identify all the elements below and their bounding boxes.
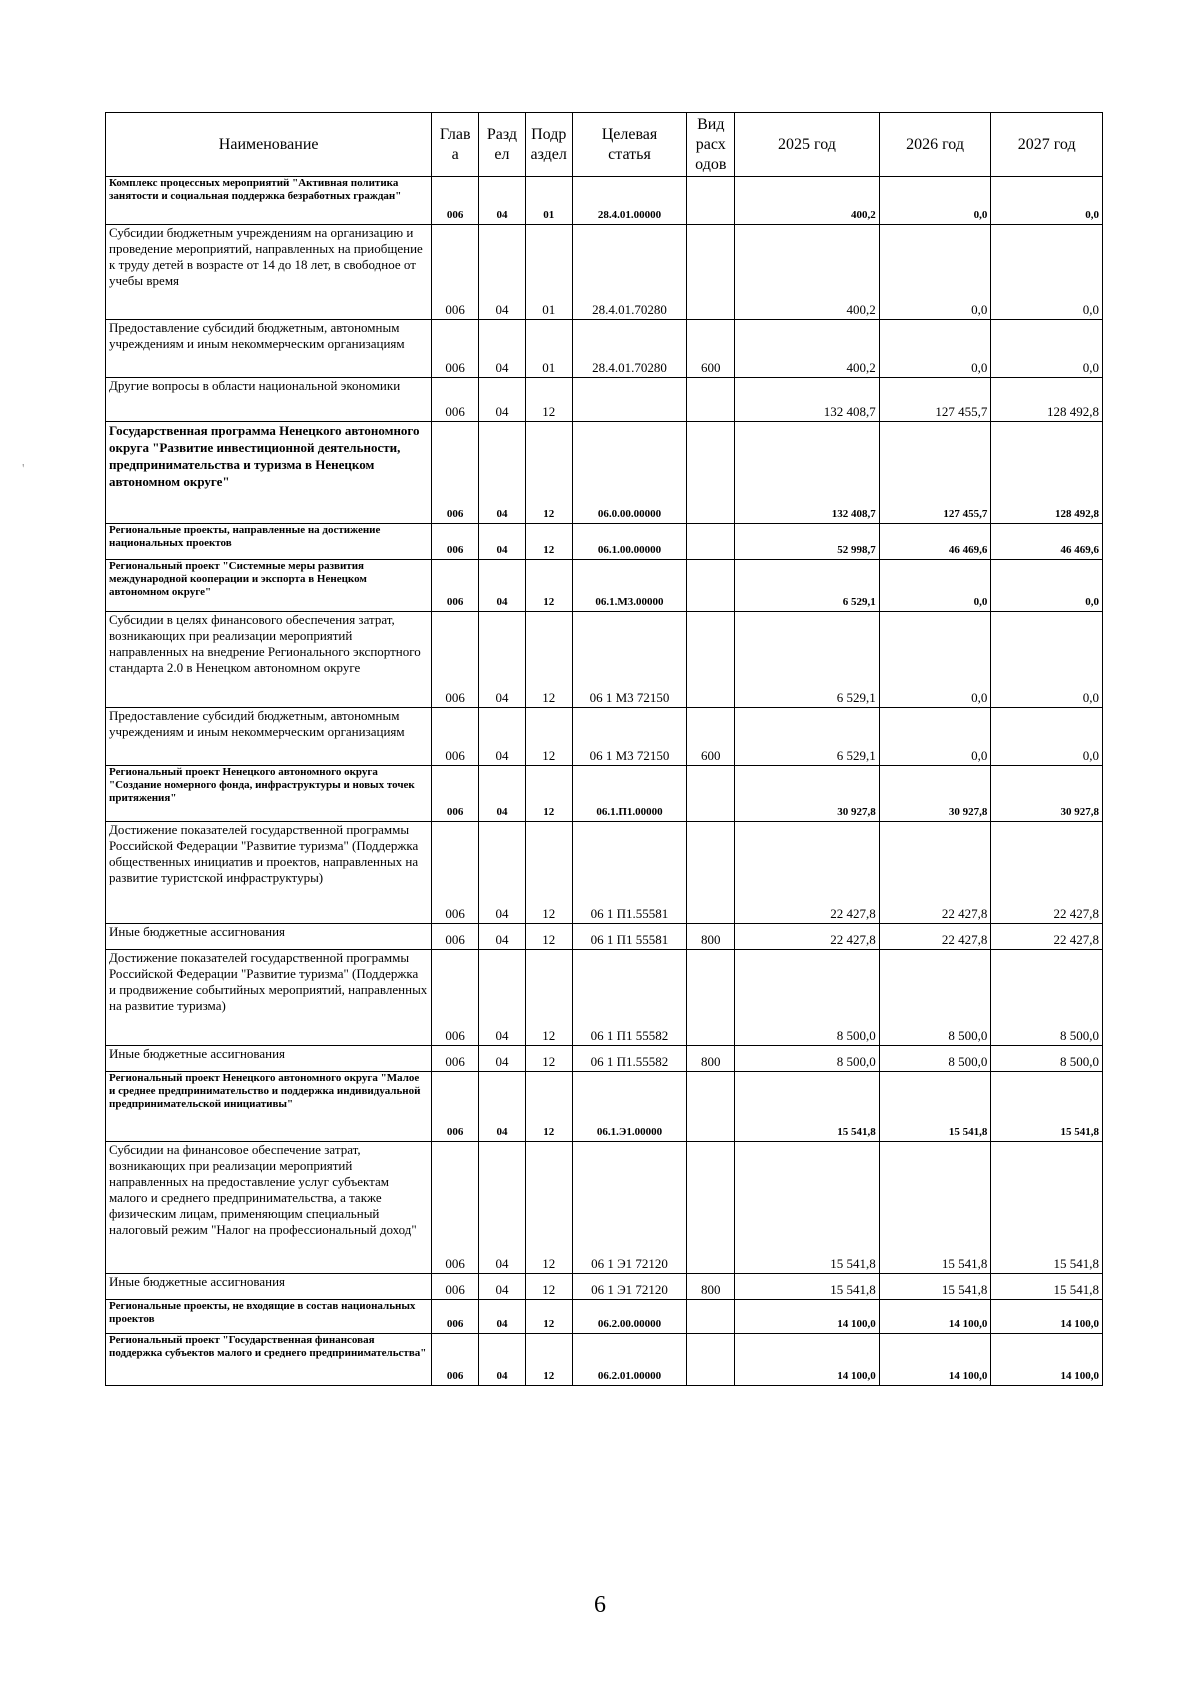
header-target: Целевая статья bbox=[572, 113, 687, 177]
cell-target: 28.4.01.00000 bbox=[572, 177, 687, 225]
cell-vid bbox=[687, 766, 735, 822]
cell-razdel: 04 bbox=[479, 422, 526, 524]
cell-target: 06 1 Э1 72120 bbox=[572, 1142, 687, 1274]
cell-y2026: 14 100,0 bbox=[879, 1300, 991, 1334]
table-row bbox=[106, 950, 1103, 1046]
cell-y2027: 0,0 bbox=[991, 177, 1103, 225]
cell-y2026: 0,0 bbox=[879, 612, 991, 708]
cell-target: 06.1.Э1.00000 bbox=[572, 1072, 687, 1142]
cell-y2026: 30 927,8 bbox=[879, 766, 991, 822]
cell-vid bbox=[687, 560, 735, 612]
header-glava: Глав а bbox=[432, 113, 479, 177]
cell-podrazdel: 12 bbox=[525, 766, 572, 822]
cell-y2026: 14 100,0 bbox=[879, 1334, 991, 1386]
cell-name: Региональный проект "Системные меры развития международной кооперации и экспорта в Ненецком автономном округе" bbox=[106, 560, 432, 612]
cell-vid bbox=[687, 1300, 735, 1334]
cell-target: 06.2.00.00000 bbox=[572, 1300, 687, 1334]
table-row bbox=[106, 524, 1103, 560]
cell-podrazdel: 12 bbox=[525, 822, 572, 924]
table-row bbox=[106, 1300, 1103, 1334]
cell-podrazdel: 12 bbox=[525, 1274, 572, 1300]
cell-razdel: 04 bbox=[479, 612, 526, 708]
cell-name: Иные бюджетные ассигнования bbox=[106, 924, 432, 950]
cell-razdel: 04 bbox=[479, 1046, 526, 1072]
cell-vid: 800 bbox=[687, 1046, 735, 1072]
cell-name: Региональные проекты, направленные на достижение национальных проектов bbox=[106, 524, 432, 560]
cell-y2025: 6 529,1 bbox=[735, 560, 880, 612]
cell-y2026: 0,0 bbox=[879, 708, 991, 766]
cell-razdel: 04 bbox=[479, 378, 526, 422]
cell-y2025: 132 408,7 bbox=[735, 422, 880, 524]
cell-vid: 600 bbox=[687, 708, 735, 766]
cell-y2025: 14 100,0 bbox=[735, 1300, 880, 1334]
cell-glava: 006 bbox=[432, 1300, 479, 1334]
cell-y2026: 15 541,8 bbox=[879, 1072, 991, 1142]
cell-name: Достижение показателей государственной программы Российской Федерации "Развитие туризма" (Поддержка и продвижение событийных мероприятий, направленных на развитие туризма) bbox=[106, 950, 432, 1046]
cell-y2025: 15 541,8 bbox=[735, 1142, 880, 1274]
cell-glava: 006 bbox=[432, 822, 479, 924]
cell-y2027: 0,0 bbox=[991, 708, 1103, 766]
cell-name: Государственная программа Ненецкого автономного округа "Развитие инвестиционной деятельности, предпринимательства и туризма в Ненецком автономном округе" bbox=[106, 422, 432, 524]
cell-glava: 006 bbox=[432, 612, 479, 708]
cell-glava: 006 bbox=[432, 320, 479, 378]
cell-podrazdel: 12 bbox=[525, 378, 572, 422]
cell-y2027: 15 541,8 bbox=[991, 1274, 1103, 1300]
cell-podrazdel: 12 bbox=[525, 1334, 572, 1386]
cell-y2027: 30 927,8 bbox=[991, 766, 1103, 822]
table-row bbox=[106, 708, 1103, 766]
table-row bbox=[106, 320, 1103, 378]
cell-vid bbox=[687, 1072, 735, 1142]
cell-vid: 800 bbox=[687, 1274, 735, 1300]
cell-name: Комплекс процессных мероприятий "Активная политика занятости и социальная поддержка безработных граждан" bbox=[106, 177, 432, 225]
cell-target: 06.1.М3.00000 bbox=[572, 560, 687, 612]
cell-name: Субсидии в целях финансового обеспечения затрат, возникающих при реализации мероприятий направленных на внедрение Регионального экспортного стандарта 2.0 в Ненецком автономном округе bbox=[106, 612, 432, 708]
cell-y2026: 0,0 bbox=[879, 560, 991, 612]
cell-name: Иные бюджетные ассигнования bbox=[106, 1046, 432, 1072]
cell-podrazdel: 12 bbox=[525, 950, 572, 1046]
table-row bbox=[106, 822, 1103, 924]
cell-y2027: 128 492,8 bbox=[991, 422, 1103, 524]
cell-y2025: 8 500,0 bbox=[735, 950, 880, 1046]
cell-target: 06 1 П1.55581 bbox=[572, 822, 687, 924]
cell-glava: 006 bbox=[432, 422, 479, 524]
cell-y2025: 6 529,1 bbox=[735, 708, 880, 766]
cell-target: 28.4.01.70280 bbox=[572, 320, 687, 378]
scan-mark: ' bbox=[22, 462, 25, 477]
cell-y2027: 128 492,8 bbox=[991, 378, 1103, 422]
cell-name: Региональный проект "Государственная финансовая поддержка субъектов малого и среднего предпринимательства" bbox=[106, 1334, 432, 1386]
cell-y2025: 15 541,8 bbox=[735, 1274, 880, 1300]
cell-y2026: 22 427,8 bbox=[879, 924, 991, 950]
cell-razdel: 04 bbox=[479, 924, 526, 950]
cell-y2026: 0,0 bbox=[879, 225, 991, 320]
cell-glava: 006 bbox=[432, 225, 479, 320]
cell-name: Региональный проект Ненецкого автономного округа "Создание номерного фонда, инфраструктуры и новых точек притяжения" bbox=[106, 766, 432, 822]
cell-y2025: 400,2 bbox=[735, 320, 880, 378]
cell-target bbox=[572, 378, 687, 422]
cell-y2025: 14 100,0 bbox=[735, 1334, 880, 1386]
cell-target: 06 1 Э1 72120 bbox=[572, 1274, 687, 1300]
cell-razdel: 04 bbox=[479, 320, 526, 378]
cell-razdel: 04 bbox=[479, 225, 526, 320]
cell-name: Предоставление субсидий бюджетным, автономным учреждениям и иным некоммерческим организациям bbox=[106, 320, 432, 378]
cell-glava: 006 bbox=[432, 177, 479, 225]
cell-y2027: 14 100,0 bbox=[991, 1334, 1103, 1386]
cell-target: 06 1 М3 72150 bbox=[572, 708, 687, 766]
cell-name: Предоставление субсидий бюджетным, автономным учреждениям и иным некоммерческим организациям bbox=[106, 708, 432, 766]
table-header-row bbox=[106, 113, 1103, 177]
table-row bbox=[106, 1142, 1103, 1274]
cell-razdel: 04 bbox=[479, 1334, 526, 1386]
table-row bbox=[106, 560, 1103, 612]
table-row bbox=[106, 1072, 1103, 1142]
table-row bbox=[106, 1274, 1103, 1300]
cell-target: 06 1 П1.55582 bbox=[572, 1046, 687, 1072]
cell-razdel: 04 bbox=[479, 177, 526, 225]
cell-name: Региональные проекты, не входящие в состав национальных проектов bbox=[106, 1300, 432, 1334]
cell-vid bbox=[687, 177, 735, 225]
header-razdel: Разд ел bbox=[479, 113, 526, 177]
cell-y2026: 0,0 bbox=[879, 320, 991, 378]
cell-target: 28.4.01.70280 bbox=[572, 225, 687, 320]
cell-y2027: 8 500,0 bbox=[991, 1046, 1103, 1072]
cell-razdel: 04 bbox=[479, 1300, 526, 1334]
cell-y2026: 15 541,8 bbox=[879, 1142, 991, 1274]
cell-glava: 006 bbox=[432, 1046, 479, 1072]
header-2027: 2027 год bbox=[991, 113, 1103, 177]
cell-podrazdel: 12 bbox=[525, 708, 572, 766]
cell-y2027: 0,0 bbox=[991, 225, 1103, 320]
cell-podrazdel: 12 bbox=[525, 422, 572, 524]
cell-target: 06.2.01.00000 bbox=[572, 1334, 687, 1386]
cell-target: 06 1 П1 55582 bbox=[572, 950, 687, 1046]
cell-vid: 600 bbox=[687, 320, 735, 378]
cell-glava: 006 bbox=[432, 1142, 479, 1274]
header-vid: Вид расх одов bbox=[687, 113, 735, 177]
cell-vid bbox=[687, 1142, 735, 1274]
cell-podrazdel: 01 bbox=[525, 177, 572, 225]
cell-vid bbox=[687, 225, 735, 320]
cell-y2027: 22 427,8 bbox=[991, 822, 1103, 924]
cell-glava: 006 bbox=[432, 524, 479, 560]
header-2026: 2026 год bbox=[879, 113, 991, 177]
cell-y2025: 132 408,7 bbox=[735, 378, 880, 422]
cell-y2026: 127 455,7 bbox=[879, 422, 991, 524]
cell-target: 06.1.П1.00000 bbox=[572, 766, 687, 822]
cell-razdel: 04 bbox=[479, 708, 526, 766]
cell-name: Достижение показателей государственной программы Российской Федерации "Развитие туризма" (Поддержка общественных инициатив и проектов, направленных на развитие туристской инфраструктуры) bbox=[106, 822, 432, 924]
cell-y2027: 14 100,0 bbox=[991, 1300, 1103, 1334]
cell-razdel: 04 bbox=[479, 950, 526, 1046]
table-body bbox=[106, 177, 1103, 1386]
cell-y2027: 22 427,8 bbox=[991, 924, 1103, 950]
cell-vid bbox=[687, 524, 735, 560]
cell-podrazdel: 12 bbox=[525, 560, 572, 612]
cell-glava: 006 bbox=[432, 378, 479, 422]
cell-y2027: 8 500,0 bbox=[991, 950, 1103, 1046]
cell-podrazdel: 12 bbox=[525, 1046, 572, 1072]
table-row bbox=[106, 924, 1103, 950]
cell-razdel: 04 bbox=[479, 1274, 526, 1300]
cell-vid bbox=[687, 950, 735, 1046]
cell-target: 06.0.00.00000 bbox=[572, 422, 687, 524]
cell-glava: 006 bbox=[432, 766, 479, 822]
cell-podrazdel: 12 bbox=[525, 1300, 572, 1334]
cell-glava: 006 bbox=[432, 708, 479, 766]
cell-y2025: 15 541,8 bbox=[735, 1072, 880, 1142]
cell-target: 06.1.00.00000 bbox=[572, 524, 687, 560]
header-name: Наименование bbox=[106, 113, 432, 177]
header-podrazdel: Подр аздел bbox=[525, 113, 572, 177]
cell-y2027: 0,0 bbox=[991, 320, 1103, 378]
cell-name: Субсидии бюджетным учреждениям на организацию и проведение мероприятий, направленных на приобщение к труду детей в возрасте от 14 до 18 лет, в свободное от учебы время bbox=[106, 225, 432, 320]
cell-target: 06 1 М3 72150 bbox=[572, 612, 687, 708]
cell-podrazdel: 12 bbox=[525, 524, 572, 560]
cell-vid bbox=[687, 612, 735, 708]
cell-y2026: 0,0 bbox=[879, 177, 991, 225]
cell-vid bbox=[687, 378, 735, 422]
cell-y2026: 127 455,7 bbox=[879, 378, 991, 422]
cell-razdel: 04 bbox=[479, 1072, 526, 1142]
cell-podrazdel: 01 bbox=[525, 320, 572, 378]
cell-podrazdel: 12 bbox=[525, 1072, 572, 1142]
table-row bbox=[106, 378, 1103, 422]
cell-glava: 006 bbox=[432, 924, 479, 950]
cell-y2025: 52 998,7 bbox=[735, 524, 880, 560]
cell-y2025: 6 529,1 bbox=[735, 612, 880, 708]
cell-glava: 006 bbox=[432, 1334, 479, 1386]
cell-podrazdel: 12 bbox=[525, 1142, 572, 1274]
page-number: 6 bbox=[594, 1592, 606, 1618]
cell-y2026: 8 500,0 bbox=[879, 950, 991, 1046]
cell-name: Субсидии на финансовое обеспечение затрат, возникающих при реализации мероприятий направленных на предоставление услуг субъектам малого и среднего предпринимательства, а также физическим лицам, применяющим специальный налоговый режим "Налог на профессиональный доход" bbox=[106, 1142, 432, 1274]
table-row bbox=[106, 422, 1103, 524]
table-row bbox=[106, 612, 1103, 708]
cell-y2025: 400,2 bbox=[735, 225, 880, 320]
cell-vid: 800 bbox=[687, 924, 735, 950]
cell-y2025: 30 927,8 bbox=[735, 766, 880, 822]
cell-y2025: 22 427,8 bbox=[735, 822, 880, 924]
cell-glava: 006 bbox=[432, 1274, 479, 1300]
cell-podrazdel: 01 bbox=[525, 225, 572, 320]
cell-y2025: 8 500,0 bbox=[735, 1046, 880, 1072]
table-row bbox=[106, 225, 1103, 320]
cell-razdel: 04 bbox=[479, 766, 526, 822]
cell-y2025: 400,2 bbox=[735, 177, 880, 225]
header-2025: 2025 год bbox=[735, 113, 880, 177]
cell-vid bbox=[687, 422, 735, 524]
budget-table bbox=[105, 112, 1103, 1386]
cell-vid bbox=[687, 1334, 735, 1386]
cell-name: Иные бюджетные ассигнования bbox=[106, 1274, 432, 1300]
cell-name: Другие вопросы в области национальной экономики bbox=[106, 378, 432, 422]
cell-name: Региональный проект Ненецкого автономного округа "Малое и среднее предпринимательство и поддержка индивидуальной предпринимательской инициативы" bbox=[106, 1072, 432, 1142]
cell-y2027: 15 541,8 bbox=[991, 1072, 1103, 1142]
cell-vid bbox=[687, 822, 735, 924]
cell-y2027: 0,0 bbox=[991, 612, 1103, 708]
cell-y2026: 22 427,8 bbox=[879, 822, 991, 924]
table-row bbox=[106, 1334, 1103, 1386]
cell-y2026: 15 541,8 bbox=[879, 1274, 991, 1300]
cell-razdel: 04 bbox=[479, 560, 526, 612]
cell-glava: 006 bbox=[432, 560, 479, 612]
table-row bbox=[106, 177, 1103, 225]
cell-y2025: 22 427,8 bbox=[735, 924, 880, 950]
cell-y2027: 46 469,6 bbox=[991, 524, 1103, 560]
cell-razdel: 04 bbox=[479, 524, 526, 560]
table-row bbox=[106, 1046, 1103, 1072]
cell-y2026: 8 500,0 bbox=[879, 1046, 991, 1072]
table-row bbox=[106, 766, 1103, 822]
cell-y2027: 0,0 bbox=[991, 560, 1103, 612]
cell-glava: 006 bbox=[432, 1072, 479, 1142]
cell-razdel: 04 bbox=[479, 1142, 526, 1274]
cell-podrazdel: 12 bbox=[525, 924, 572, 950]
cell-glava: 006 bbox=[432, 950, 479, 1046]
cell-target: 06 1 П1 55581 bbox=[572, 924, 687, 950]
cell-razdel: 04 bbox=[479, 822, 526, 924]
cell-y2026: 46 469,6 bbox=[879, 524, 991, 560]
cell-y2027: 15 541,8 bbox=[991, 1142, 1103, 1274]
cell-podrazdel: 12 bbox=[525, 612, 572, 708]
